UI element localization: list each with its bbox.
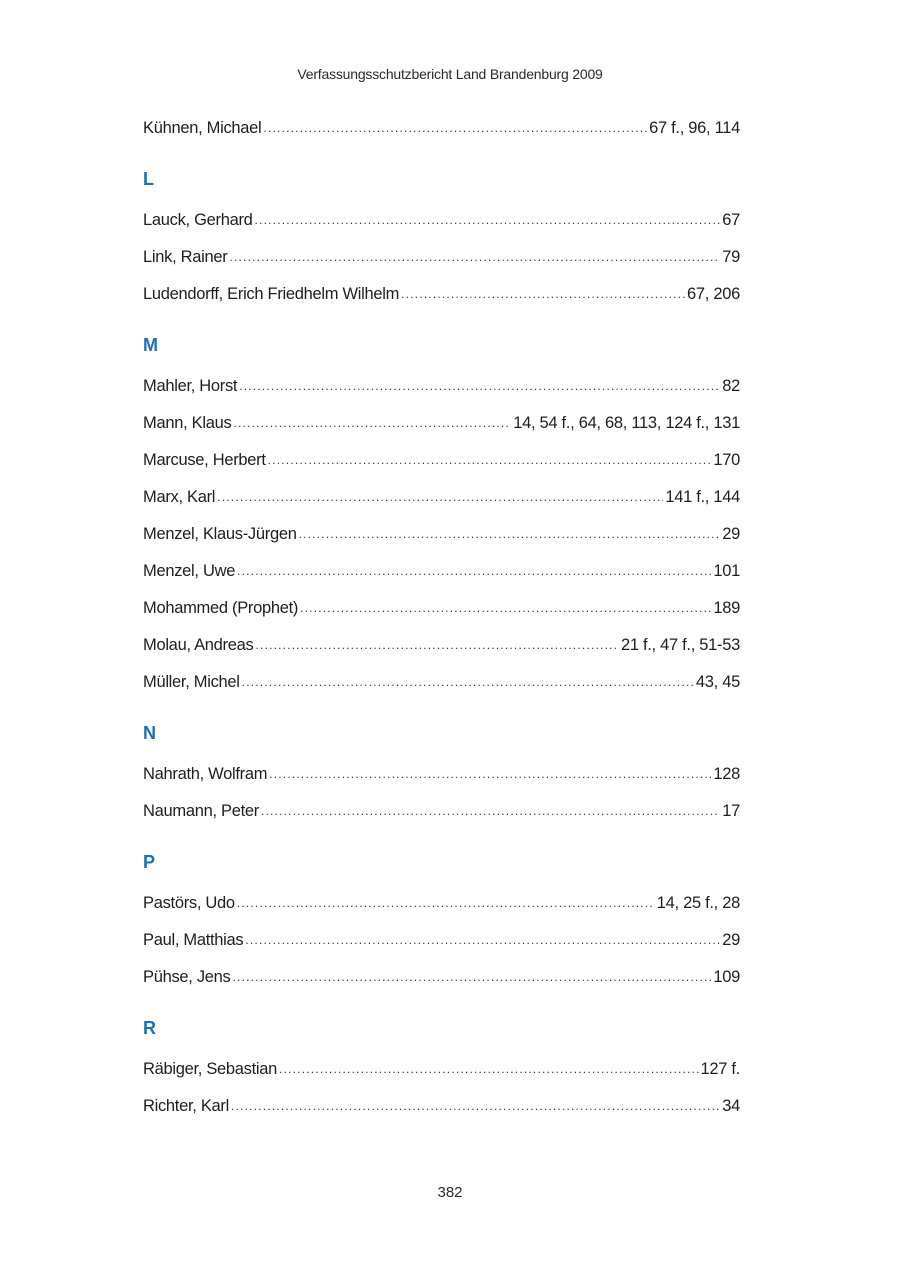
dot-leader — [229, 251, 720, 263]
dot-leader — [245, 934, 720, 946]
index-entry — [143, 793, 740, 830]
index-entry-name: Menzel, Uwe — [143, 562, 236, 580]
index-entry — [143, 959, 740, 996]
index-entry-pages: 67 — [722, 211, 740, 229]
index-entry-name: Mann, Klaus — [143, 414, 232, 432]
index-entry — [143, 627, 740, 664]
dot-leader — [261, 805, 720, 817]
index-entry-pages: 67 f., 96, 114 — [649, 119, 740, 137]
index-entry — [143, 590, 740, 627]
index-entry-pages: 14, 54 f., 64, 68, 113, 124 f., 131 — [513, 414, 740, 432]
dot-leader — [299, 528, 721, 540]
dot-leader — [233, 971, 712, 983]
index-entry-name: Pastörs, Udo — [143, 894, 235, 912]
section-letter: P — [143, 852, 156, 872]
running-header: Verfassungsschutzbericht Land Brandenburg 2009 — [297, 66, 603, 82]
index-entry-name: Marx, Karl — [143, 488, 216, 506]
index-entry-name: Richter, Karl — [143, 1097, 229, 1115]
index-entry — [143, 756, 740, 793]
index-entry — [143, 1051, 740, 1088]
index-entry-pages: 141 f., 144 — [665, 488, 740, 506]
index-entry-pages: 29 — [722, 525, 740, 543]
index-entry-pages: 21 f., 47 f., 51-53 — [620, 636, 740, 654]
dot-leader — [263, 122, 647, 134]
index-entry-name: Müller, Michel — [143, 673, 240, 691]
dot-leader — [231, 1100, 720, 1112]
index-entry-pages: 189 — [713, 599, 740, 617]
index-entry-name: Link, Rainer — [143, 248, 228, 266]
index-entry — [143, 553, 740, 590]
index-entry — [143, 885, 740, 922]
index-entry-name: Marcuse, Herbert — [143, 451, 266, 469]
dot-leader — [239, 380, 720, 392]
index-entry — [143, 239, 740, 276]
index-entry — [143, 368, 740, 405]
index-entry-name: Nahrath, Wolfram — [143, 765, 268, 783]
dot-leader — [233, 417, 511, 429]
index-entry-name: Mahler, Horst — [143, 377, 238, 395]
section-letter: L — [143, 169, 154, 189]
dot-leader — [255, 639, 618, 651]
index-entry-name: Pühse, Jens — [143, 968, 231, 986]
page-number: 382 — [437, 1184, 463, 1201]
index-entry — [143, 479, 740, 516]
section-letter: R — [143, 1018, 156, 1038]
index-entry-name: Räbiger, Sebastian — [143, 1060, 278, 1078]
index-entry — [143, 405, 740, 442]
index-entry-pages: 109 — [713, 968, 740, 986]
index-entry — [143, 516, 740, 553]
dot-leader — [237, 565, 711, 577]
dot-leader — [242, 676, 694, 688]
index-entry — [143, 110, 740, 147]
index-entry-name: Menzel, Klaus-Jürgen — [143, 525, 297, 543]
dot-leader — [237, 897, 655, 909]
index-entry — [143, 1088, 740, 1125]
name-index — [143, 110, 740, 1125]
index-entry — [143, 276, 740, 313]
index-entry — [143, 202, 740, 239]
index-entry-name: Naumann, Peter — [143, 802, 259, 820]
index-entry-name: Paul, Matthias — [143, 931, 244, 949]
index-entry-pages: 67, 206 — [687, 285, 740, 303]
index-entry-pages: 127 f. — [700, 1060, 740, 1078]
index-entry — [143, 664, 740, 701]
index-entry-pages: 34 — [722, 1097, 740, 1115]
index-entry-name: Mohammed (Prophet) — [143, 599, 299, 617]
index-entry-pages: 17 — [722, 802, 740, 820]
dot-leader — [279, 1063, 698, 1075]
index-entry-name: Lauck, Gerhard — [143, 211, 253, 229]
dot-leader — [217, 491, 663, 503]
dot-leader — [255, 214, 721, 226]
index-entry-pages: 101 — [713, 562, 740, 580]
dot-leader — [268, 454, 712, 466]
index-entry-pages: 79 — [722, 248, 740, 266]
section-letter: M — [143, 335, 158, 355]
index-entry-name: Ludendorff, Erich Friedhelm Wilhelm — [143, 285, 400, 303]
index-entry-pages: 43, 45 — [695, 673, 740, 691]
index-entry — [143, 922, 740, 959]
index-entry-name: Kühnen, Michael — [143, 119, 262, 137]
index-entry-pages: 14, 25 f., 28 — [656, 894, 740, 912]
index-entry-pages: 82 — [722, 377, 740, 395]
dot-leader — [269, 768, 711, 780]
dot-leader — [401, 288, 685, 300]
section-letter: N — [143, 723, 156, 743]
dot-leader — [300, 602, 711, 614]
index-entry-name: Molau, Andreas — [143, 636, 254, 654]
index-entry-pages: 128 — [713, 765, 740, 783]
index-entry-pages: 170 — [713, 451, 740, 469]
index-entry — [143, 442, 740, 479]
index-entry-pages: 29 — [722, 931, 740, 949]
